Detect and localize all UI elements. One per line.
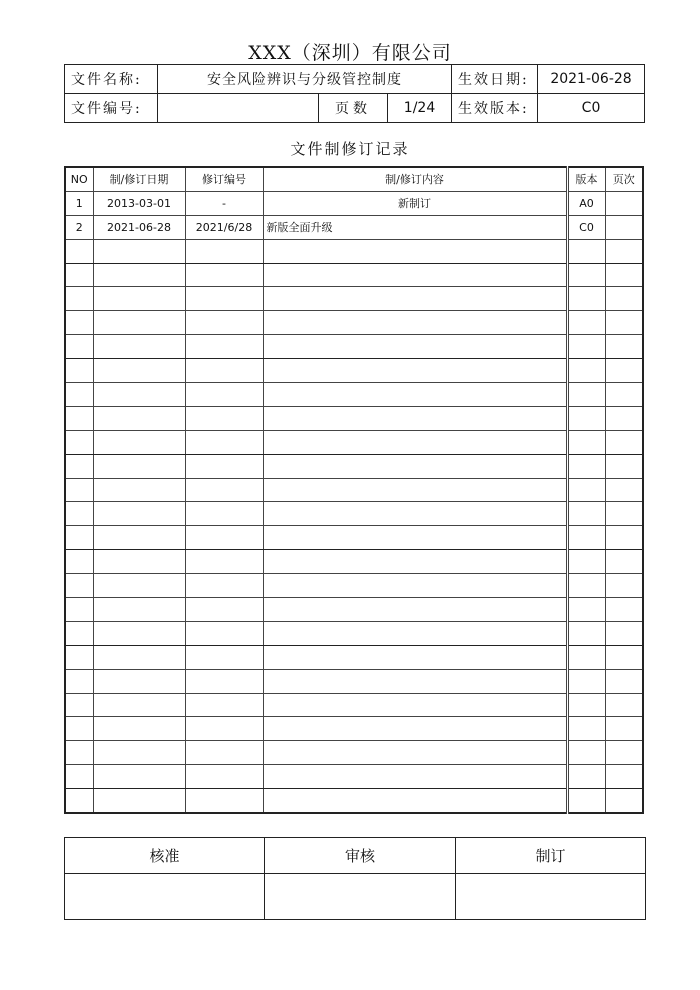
revision-cell-version <box>567 430 605 454</box>
revision-cell-content <box>263 526 567 550</box>
revision-cell-date <box>93 430 185 454</box>
revision-cell-content <box>263 239 567 263</box>
revision-cell-number <box>185 287 263 311</box>
col-number-header: 修订编号 <box>185 167 263 191</box>
revision-cell-number <box>185 574 263 598</box>
revision-cell-no <box>65 454 93 478</box>
revision-cell-date: 2021-06-28 <box>93 215 185 239</box>
revision-cell-date <box>93 550 185 574</box>
revision-cell-no <box>65 239 93 263</box>
revision-cell-date: 2013-03-01 <box>93 191 185 215</box>
revision-cell-number <box>185 741 263 765</box>
revision-row <box>65 598 643 622</box>
revision-row <box>65 430 643 454</box>
revision-header-row <box>65 167 643 191</box>
revision-cell-date <box>93 359 185 383</box>
revision-cell-version <box>567 359 605 383</box>
revision-cell-content <box>263 598 567 622</box>
revision-cell-content <box>263 406 567 430</box>
revision-cell-number <box>185 598 263 622</box>
revision-row <box>65 239 643 263</box>
revision-cell-version <box>567 598 605 622</box>
revision-cell-no <box>65 287 93 311</box>
revision-cell-date <box>93 669 185 693</box>
revision-cell-page <box>605 311 643 335</box>
revision-cell-version <box>567 741 605 765</box>
revision-cell-date <box>93 406 185 430</box>
revision-cell-page <box>605 406 643 430</box>
revision-row <box>65 550 643 574</box>
revision-cell-version <box>567 478 605 502</box>
effective-date-value: 2021-06-28 <box>538 65 645 94</box>
revision-cell-date <box>93 526 185 550</box>
revision-cell-content <box>263 741 567 765</box>
approve-label: 核准 <box>65 838 265 874</box>
revision-cell-version <box>567 502 605 526</box>
revision-cell-number <box>185 454 263 478</box>
revision-cell-date <box>93 765 185 789</box>
revision-record-title: 文件制修订记录 <box>290 140 410 158</box>
revision-cell-content <box>263 263 567 287</box>
revision-cell-date <box>93 717 185 741</box>
approval-signature-row <box>65 874 646 920</box>
revision-cell-no: 2 <box>65 215 93 239</box>
revision-cell-page <box>605 383 643 407</box>
revision-cell-version <box>567 765 605 789</box>
revision-cell-no <box>65 717 93 741</box>
revision-cell-number <box>185 502 263 526</box>
revision-cell-no <box>65 550 93 574</box>
revision-cell-date <box>93 502 185 526</box>
col-page-header: 页次 <box>605 167 643 191</box>
revision-row <box>65 383 643 407</box>
revision-cell-date <box>93 311 185 335</box>
revision-cell-page <box>605 239 643 263</box>
revision-row <box>65 669 643 693</box>
revision-cell-number <box>185 645 263 669</box>
revision-cell-version <box>567 311 605 335</box>
revision-cell-date <box>93 789 185 813</box>
draft-signature-cell <box>456 874 646 920</box>
revision-cell-number: 2021/6/28 <box>185 215 263 239</box>
revision-cell-content <box>263 359 567 383</box>
revision-cell-no <box>65 478 93 502</box>
revision-cell-no <box>65 335 93 359</box>
revision-cell-page <box>605 645 643 669</box>
revision-row <box>65 502 643 526</box>
revision-cell-content <box>263 454 567 478</box>
revision-cell-page <box>605 263 643 287</box>
revision-cell-page <box>605 215 643 239</box>
revision-cell-date <box>93 621 185 645</box>
revision-cell-number <box>185 383 263 407</box>
revision-cell-date <box>93 598 185 622</box>
revision-cell-no: 1 <box>65 191 93 215</box>
revision-cell-page <box>605 287 643 311</box>
revision-row <box>65 693 643 717</box>
review-label: 审核 <box>265 838 456 874</box>
info-row-number <box>65 94 645 123</box>
revision-cell-number <box>185 526 263 550</box>
revision-cell-page <box>605 359 643 383</box>
file-number-value <box>158 94 319 123</box>
revision-cell-no <box>65 311 93 335</box>
revision-cell-version <box>567 574 605 598</box>
revision-cell-page <box>605 191 643 215</box>
revision-cell-page <box>605 789 643 813</box>
revision-cell-number <box>185 693 263 717</box>
revision-cell-content <box>263 574 567 598</box>
revision-cell-number: - <box>185 191 263 215</box>
revision-cell-page <box>605 741 643 765</box>
revision-cell-no <box>65 693 93 717</box>
revision-row <box>65 478 643 502</box>
revision-cell-version: A0 <box>567 191 605 215</box>
file-number-label: 文件编号: <box>65 94 158 123</box>
revision-cell-version <box>567 789 605 813</box>
revision-cell-page <box>605 669 643 693</box>
revision-cell-number <box>185 335 263 359</box>
revision-cell-version <box>567 287 605 311</box>
effective-date-label: 生效日期: <box>452 65 538 94</box>
revision-cell-date <box>93 287 185 311</box>
revision-cell-no <box>65 765 93 789</box>
revision-cell-version <box>567 239 605 263</box>
revision-cell-no <box>65 789 93 813</box>
revision-cell-number <box>185 765 263 789</box>
revision-cell-no <box>65 406 93 430</box>
revision-cell-date <box>93 263 185 287</box>
revision-cell-no <box>65 621 93 645</box>
info-row-name <box>65 65 645 94</box>
revision-row <box>65 574 643 598</box>
revision-cell-content: 新版全面升级 <box>263 215 567 239</box>
revision-cell-version <box>567 383 605 407</box>
revision-cell-no <box>65 669 93 693</box>
revision-cell-version <box>567 717 605 741</box>
company-name: XXX（深圳）有限公司 <box>248 42 452 64</box>
revision-cell-page <box>605 550 643 574</box>
revision-cell-date <box>93 335 185 359</box>
revision-cell-page <box>605 621 643 645</box>
revision-cell-version <box>567 550 605 574</box>
revision-cell-content <box>263 383 567 407</box>
revision-cell-page <box>605 454 643 478</box>
revision-cell-number <box>185 406 263 430</box>
draft-label: 制订 <box>456 838 646 874</box>
revision-cell-number <box>185 789 263 813</box>
revision-cell-version <box>567 621 605 645</box>
revision-cell-no <box>65 741 93 765</box>
revision-cell-page <box>605 574 643 598</box>
col-no-header: NO <box>65 167 93 191</box>
revision-cell-date <box>93 574 185 598</box>
revision-cell-page <box>605 502 643 526</box>
approval-table <box>64 837 646 920</box>
revision-row <box>65 741 643 765</box>
review-signature-cell <box>265 874 456 920</box>
revision-cell-no <box>65 359 93 383</box>
page-count-value: 1/24 <box>388 94 452 123</box>
revision-cell-number <box>185 359 263 383</box>
revision-cell-number <box>185 263 263 287</box>
revision-cell-content <box>263 502 567 526</box>
revision-cell-date <box>93 454 185 478</box>
revision-row <box>65 621 643 645</box>
revision-cell-number <box>185 239 263 263</box>
revision-cell-no <box>65 598 93 622</box>
revision-cell-content <box>263 621 567 645</box>
revision-cell-number <box>185 621 263 645</box>
revision-row <box>65 526 643 550</box>
revision-cell-content <box>263 765 567 789</box>
page-count-label: 页数 <box>319 94 388 123</box>
revision-cell-version <box>567 645 605 669</box>
revision-cell-no <box>65 645 93 669</box>
col-date-header: 制/修订日期 <box>93 167 185 191</box>
revision-record-table <box>64 166 644 814</box>
revision-row <box>65 311 643 335</box>
revision-cell-number <box>185 478 263 502</box>
revision-cell-content <box>263 287 567 311</box>
revision-cell-no <box>65 430 93 454</box>
revision-row <box>65 406 643 430</box>
col-version-header: 版本 <box>567 167 605 191</box>
revision-row <box>65 287 643 311</box>
revision-cell-page <box>605 717 643 741</box>
revision-cell-content <box>263 311 567 335</box>
revision-row <box>65 191 643 215</box>
revision-row <box>65 454 643 478</box>
approval-header-row <box>65 838 646 874</box>
effective-version-label: 生效版本: <box>452 94 538 123</box>
revision-cell-version <box>567 454 605 478</box>
revision-cell-version <box>567 693 605 717</box>
revision-cell-content <box>263 550 567 574</box>
effective-version-value: C0 <box>538 94 645 123</box>
revision-cell-no <box>65 263 93 287</box>
revision-cell-content <box>263 430 567 454</box>
revision-cell-number <box>185 311 263 335</box>
revision-cell-date <box>93 645 185 669</box>
revision-row <box>65 645 643 669</box>
revision-cell-content: 新制订 <box>263 191 567 215</box>
revision-cell-version <box>567 263 605 287</box>
revision-cell-no <box>65 502 93 526</box>
revision-cell-version <box>567 406 605 430</box>
revision-cell-version <box>567 335 605 359</box>
revision-row <box>65 359 643 383</box>
revision-cell-no <box>65 574 93 598</box>
revision-cell-content <box>263 717 567 741</box>
revision-row <box>65 215 643 239</box>
revision-cell-date <box>93 383 185 407</box>
revision-cell-page <box>605 430 643 454</box>
approve-signature-cell <box>65 874 265 920</box>
file-name-label: 文件名称: <box>65 65 158 94</box>
revision-cell-date <box>93 478 185 502</box>
file-name-value: 安全风险辨识与分级管控制度 <box>158 65 452 94</box>
revision-row <box>65 789 643 813</box>
revision-cell-number <box>185 669 263 693</box>
document-info-table <box>64 64 645 123</box>
revision-cell-version <box>567 669 605 693</box>
revision-row <box>65 717 643 741</box>
revision-cell-page <box>605 693 643 717</box>
revision-cell-content <box>263 645 567 669</box>
revision-cell-version: C0 <box>567 215 605 239</box>
revision-row <box>65 263 643 287</box>
revision-cell-page <box>605 335 643 359</box>
revision-cell-date <box>93 741 185 765</box>
revision-cell-content <box>263 693 567 717</box>
revision-cell-date <box>93 693 185 717</box>
revision-cell-page <box>605 526 643 550</box>
revision-cell-content <box>263 789 567 813</box>
revision-cell-page <box>605 598 643 622</box>
revision-cell-page <box>605 478 643 502</box>
col-content-header: 制/修订内容 <box>263 167 567 191</box>
revision-cell-no <box>65 526 93 550</box>
revision-cell-number <box>185 430 263 454</box>
revision-cell-content <box>263 669 567 693</box>
revision-cell-version <box>567 526 605 550</box>
revision-cell-no <box>65 383 93 407</box>
revision-cell-date <box>93 239 185 263</box>
revision-cell-page <box>605 765 643 789</box>
revision-cell-number <box>185 550 263 574</box>
revision-row <box>65 335 643 359</box>
revision-row <box>65 765 643 789</box>
revision-cell-content <box>263 478 567 502</box>
revision-cell-content <box>263 335 567 359</box>
revision-cell-number <box>185 717 263 741</box>
